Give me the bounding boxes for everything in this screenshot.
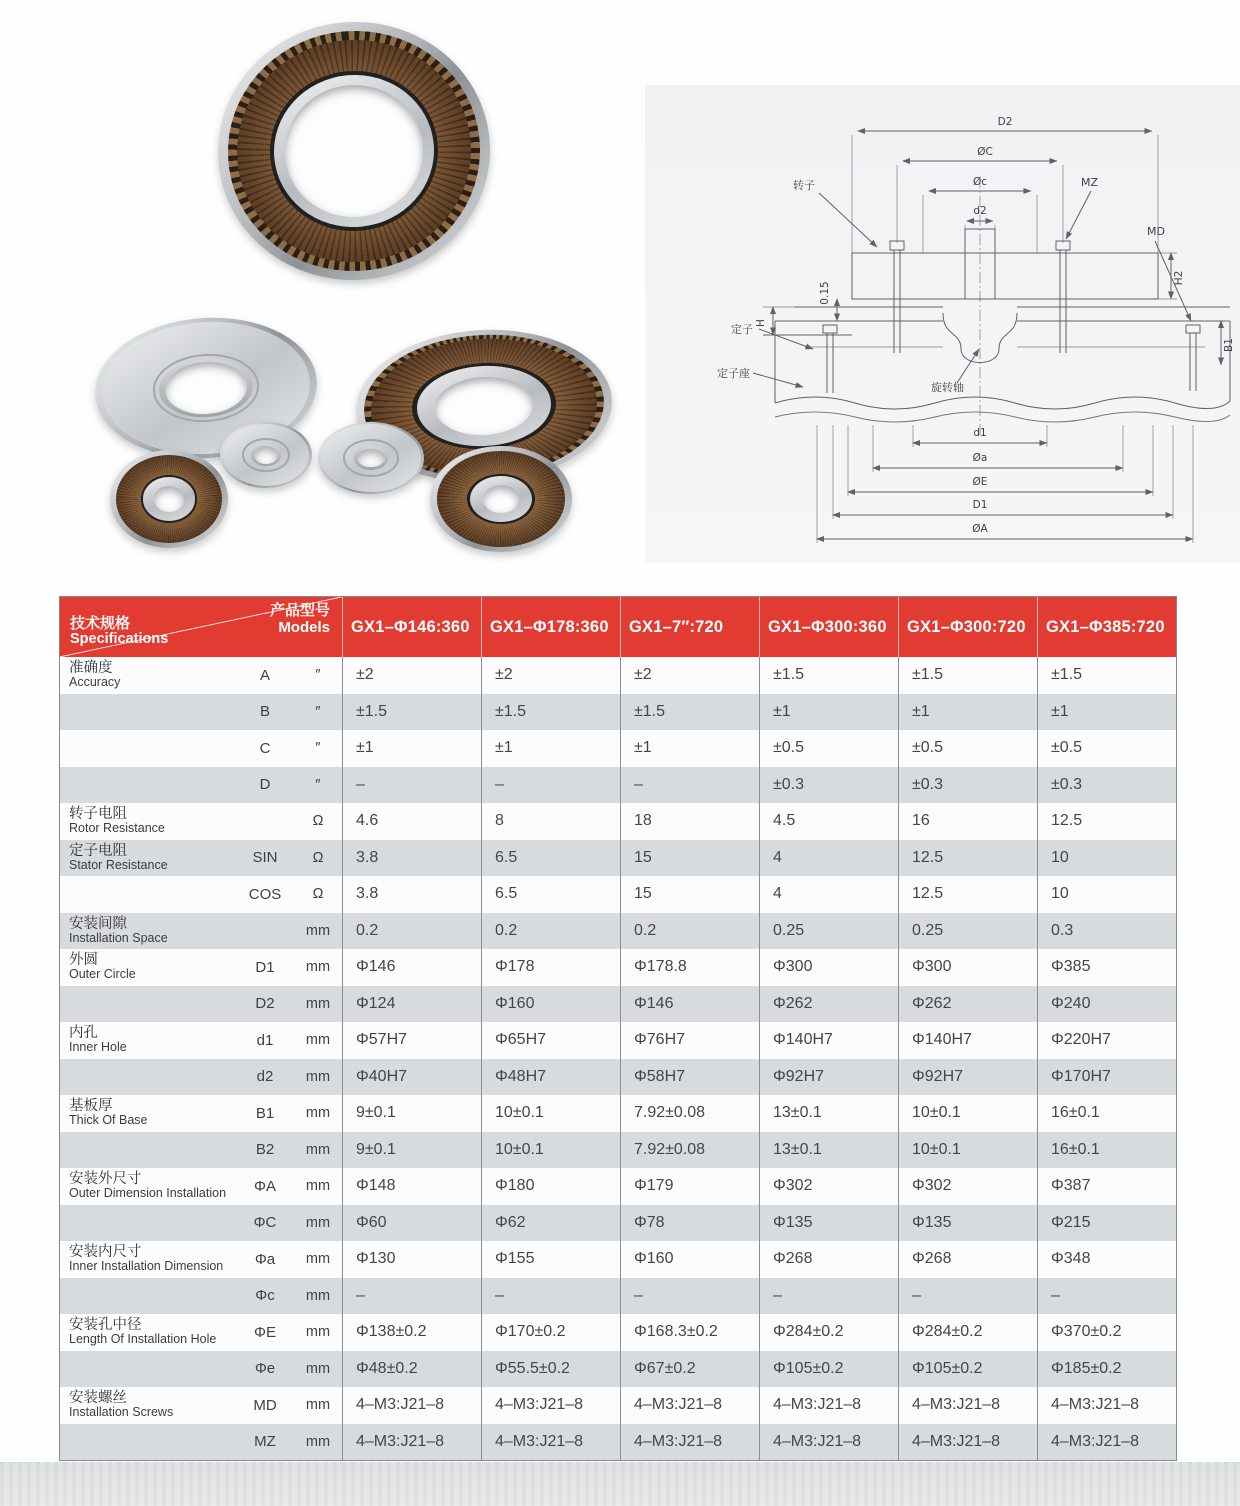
cell-value: 4	[759, 840, 898, 877]
row-group-en: Stator Resistance	[69, 857, 168, 872]
cell-value: 16±0.1	[1037, 1095, 1176, 1132]
row-sub-label: B2	[255, 1141, 275, 1159]
spec-title	[70, 616, 168, 647]
cell-value: 9±0.1	[342, 1132, 481, 1169]
cell-value: ±1	[620, 730, 759, 767]
cell-value: Φ135	[898, 1205, 1037, 1242]
cell-value: ±1.5	[620, 694, 759, 731]
row-sub-label: MZ	[254, 1433, 276, 1451]
row-group-en: Accuracy	[69, 675, 121, 690]
model-header-0: GX1–Φ146:360	[342, 597, 481, 657]
cell-value: Φ65H7	[481, 1022, 620, 1059]
dim-label-d2-small: d2	[973, 205, 987, 217]
row-sub-label: ΦC	[253, 1214, 277, 1232]
table-row-B1	[60, 1095, 1176, 1132]
row-sub-label: C	[259, 739, 271, 757]
row-unit: ″	[315, 703, 321, 720]
row-unit: mm	[305, 1214, 331, 1231]
row-sub-label: ΦA	[254, 1177, 276, 1195]
row-group-en: Length Of Installation Hole	[69, 1332, 217, 1347]
row-group-cn: 内孔	[69, 1025, 98, 1042]
table-row-ΦE	[60, 1314, 1176, 1351]
cell-value: Φ300	[898, 949, 1037, 986]
models-title	[270, 603, 330, 636]
row-group-cn: 定子电阻	[69, 842, 127, 859]
row-sub-label: D2	[255, 995, 275, 1013]
cell-value: 4–M3:J21–8	[759, 1424, 898, 1461]
cell-value: –	[342, 767, 481, 804]
cell-value: 13±0.1	[759, 1132, 898, 1169]
cell-value: 4–M3:J21–8	[620, 1424, 759, 1461]
cell-value: Φ55.5±0.2	[481, 1351, 620, 1388]
spec-table-header	[60, 597, 1176, 657]
cell-value: Φ140H7	[898, 1022, 1037, 1059]
cell-value: Φ268	[759, 1241, 898, 1278]
cell-value: Φ146	[342, 949, 481, 986]
cell-value: ±1	[1037, 694, 1176, 731]
cell-value: Φ180	[481, 1168, 620, 1205]
dim-label-d1-small: d1	[973, 427, 987, 439]
row-group-cn: 外圆	[69, 952, 98, 969]
row-sub-label: D1	[255, 958, 275, 976]
cell-value: 10±0.1	[481, 1132, 620, 1169]
dim-label-Oa-small: Øa	[972, 452, 988, 464]
row-unit: Ω	[312, 849, 324, 866]
cell-value: 4–M3:J21–8	[759, 1387, 898, 1424]
cell-value: 18	[620, 803, 759, 840]
cell-value: Φ92H7	[898, 1059, 1037, 1096]
row-unit: mm	[305, 1397, 331, 1414]
row-group-label	[60, 661, 236, 689]
row-group-cn: 安装间隙	[69, 915, 127, 932]
row-sub-label: D	[259, 776, 271, 794]
cell-value: 9±0.1	[342, 1095, 481, 1132]
spec-table-body	[60, 657, 1176, 1460]
cell-value: 6.5	[481, 840, 620, 877]
cell-value: Φ92H7	[759, 1059, 898, 1096]
table-row-SIN	[60, 840, 1176, 877]
row-sub-label: A	[259, 666, 270, 684]
row-sub-label: d2	[256, 1068, 274, 1086]
table-row-ΦA	[60, 1168, 1176, 1205]
model-header-5: GX1–Φ385:720	[1037, 597, 1176, 657]
dim-label-OA-big: ØA	[972, 523, 988, 535]
label-rotation-axis: 旋转轴	[931, 381, 964, 394]
spec-table	[59, 596, 1177, 1461]
cell-value: –	[342, 1278, 481, 1315]
dim-label-OE: ØE	[972, 476, 988, 488]
table-row-Φc	[60, 1278, 1176, 1315]
cell-value: Φ160	[620, 1241, 759, 1278]
cell-value: 0.2	[620, 913, 759, 950]
models-title-en: Models	[278, 618, 330, 636]
cell-value: 4–M3:J21–8	[342, 1387, 481, 1424]
cell-value: ±1.5	[1037, 657, 1176, 694]
cell-value: 4.5	[759, 803, 898, 840]
cell-value: Φ268	[898, 1241, 1037, 1278]
cell-value: ±2	[481, 657, 620, 694]
cell-value: 0.25	[759, 913, 898, 950]
ring-photo-brown-bottom-left-hole	[154, 486, 185, 512]
row-sub-label: B	[259, 703, 270, 721]
cell-value: Φ300	[759, 949, 898, 986]
row-group-en: Installation Space	[69, 930, 168, 945]
cell-value: 12.5	[898, 876, 1037, 913]
model-header-3: GX1–Φ300:360	[759, 597, 898, 657]
row-sub-label: SIN	[252, 849, 278, 867]
cell-value: Φ185±0.2	[1037, 1351, 1176, 1388]
dimension-diagram-svg	[645, 85, 1240, 563]
cell-value: ±1.5	[759, 657, 898, 694]
cell-value: Φ385	[1037, 949, 1176, 986]
cell-value: Φ57H7	[342, 1022, 481, 1059]
cell-value: Φ178	[481, 949, 620, 986]
cell-value: Φ370±0.2	[1037, 1314, 1176, 1351]
row-sub-label: COS	[248, 885, 282, 903]
table-row-B2	[60, 1132, 1176, 1169]
cell-value: ±1	[342, 730, 481, 767]
row-group-en: Rotor Resistance	[69, 821, 165, 836]
cell-value: ±0.3	[759, 767, 898, 804]
table-row-A	[60, 657, 1176, 694]
cell-value: –	[759, 1278, 898, 1315]
cell-value: 6.5	[481, 876, 620, 913]
cell-value: 12.5	[898, 840, 1037, 877]
page-bottom-scan-strip	[0, 1462, 1240, 1506]
row-unit: mm	[305, 1068, 331, 1085]
dim-label-D2-top: D2	[997, 116, 1013, 128]
cell-value: –	[481, 1278, 620, 1315]
cell-value: ±0.5	[759, 730, 898, 767]
row-group-label	[60, 1172, 236, 1200]
cell-value: 10	[1037, 876, 1176, 913]
cell-value: Φ76H7	[620, 1022, 759, 1059]
cell-value: Φ302	[759, 1168, 898, 1205]
row-group-cn: 准确度	[69, 660, 113, 677]
cell-value: Φ240	[1037, 986, 1176, 1023]
dim-label-OC: ØC	[977, 146, 993, 158]
cell-value: 15	[620, 876, 759, 913]
cell-value: 0.2	[342, 913, 481, 950]
cell-value: –	[620, 1278, 759, 1315]
row-group-en: Installation Screws	[69, 1405, 174, 1420]
cell-value: ±1	[759, 694, 898, 731]
table-row-d1	[60, 1022, 1176, 1059]
row-unit: mm	[305, 1360, 331, 1377]
cell-value: Φ130	[342, 1241, 481, 1278]
row-group-label	[60, 807, 236, 835]
label-stator: 定子	[731, 323, 753, 336]
cell-value: ±1.5	[898, 657, 1037, 694]
cell-value: Φ348	[1037, 1241, 1176, 1278]
cell-value: –	[1037, 1278, 1176, 1315]
cell-value: Φ170±0.2	[481, 1314, 620, 1351]
row-sub-label: Φa	[254, 1250, 276, 1268]
row-group-label	[60, 1026, 236, 1054]
row-group-label	[60, 844, 236, 872]
cell-value: Φ178.8	[620, 949, 759, 986]
table-row-COS	[60, 876, 1176, 913]
cell-value: Φ48H7	[481, 1059, 620, 1096]
cell-value: 7.92±0.08	[620, 1132, 759, 1169]
cell-value: 0.3	[1037, 913, 1176, 950]
row-group-cn: 安装内尺寸	[69, 1244, 142, 1261]
cell-value: ±1.5	[481, 694, 620, 731]
table-row-D	[60, 767, 1176, 804]
cell-value: Φ105±0.2	[759, 1351, 898, 1388]
cell-value: Φ48±0.2	[342, 1351, 481, 1388]
cell-value: Φ170H7	[1037, 1059, 1176, 1096]
cell-value: 4–M3:J21–8	[481, 1424, 620, 1461]
row-group-cn: 安装孔中径	[69, 1317, 142, 1334]
label-rotor: 转子	[793, 179, 815, 192]
row-group-cn: 转子电阻	[69, 806, 127, 823]
row-unit: mm	[305, 1287, 331, 1304]
ring-photo-brown-bottom-right	[430, 446, 572, 552]
cell-value: 3.8	[342, 840, 481, 877]
row-unit: mm	[305, 1105, 331, 1122]
ring-photo-large-top	[207, 11, 500, 292]
row-group-en: Outer Dimension Installation	[69, 1186, 227, 1201]
cell-value: Φ262	[898, 986, 1037, 1023]
row-unit: mm	[305, 1433, 331, 1450]
cell-value: –	[620, 767, 759, 804]
dim-label-H2: H2	[1173, 270, 1185, 286]
cell-value: ±1	[481, 730, 620, 767]
row-unit: mm	[305, 959, 331, 976]
row-group-label	[60, 1245, 236, 1273]
table-row-B	[60, 694, 1176, 731]
row-unit: mm	[305, 1032, 331, 1049]
cell-value: Φ146	[620, 986, 759, 1023]
cell-value: 15	[620, 840, 759, 877]
table-row-Installation Space	[60, 913, 1176, 950]
cell-value: Φ140H7	[759, 1022, 898, 1059]
row-sub-label: d1	[256, 1031, 274, 1049]
dim-label-H: H	[755, 319, 767, 327]
cell-value: 10±0.1	[898, 1132, 1037, 1169]
row-group-label	[60, 1391, 236, 1419]
cell-value: Φ160	[481, 986, 620, 1023]
row-sub-label: Φe	[254, 1360, 276, 1378]
cell-value: 0.2	[481, 913, 620, 950]
cell-value: 16	[898, 803, 1037, 840]
dim-label-B1: B1	[1223, 338, 1235, 352]
cell-value: ±0.5	[1037, 730, 1176, 767]
cell-value: ±2	[342, 657, 481, 694]
cell-value: 4.6	[342, 803, 481, 840]
cell-value: Φ262	[759, 986, 898, 1023]
cell-value: ±1.5	[342, 694, 481, 731]
row-unit: mm	[305, 1324, 331, 1341]
cell-value: –	[898, 1278, 1037, 1315]
ring-photo-brown-bottom-right-hole	[483, 485, 520, 513]
table-row-Φa	[60, 1241, 1176, 1278]
table-row-C	[60, 730, 1176, 767]
spec-title-cn: 技术规格	[70, 615, 131, 632]
cell-value: Φ62	[481, 1205, 620, 1242]
cell-value: Φ105±0.2	[898, 1351, 1037, 1388]
cell-value: 4–M3:J21–8	[620, 1387, 759, 1424]
row-group-en: Outer Circle	[69, 967, 136, 982]
ring-photo-brown-bottom-left	[110, 450, 228, 548]
ring-photo-silver-small-1	[220, 422, 312, 488]
row-group-cn: 安装外尺寸	[69, 1171, 142, 1188]
ring-photo-silver-small-1-hole	[254, 446, 278, 463]
row-unit: mm	[305, 995, 331, 1012]
cell-value: 12.5	[1037, 803, 1176, 840]
cell-value: 7.92±0.08	[620, 1095, 759, 1132]
row-sub-label: MD	[253, 1396, 277, 1414]
cell-value: 8	[481, 803, 620, 840]
cell-value: 16±0.1	[1037, 1132, 1176, 1169]
cell-value: Φ78	[620, 1205, 759, 1242]
cell-value: ±2	[620, 657, 759, 694]
cell-value: Φ215	[1037, 1205, 1176, 1242]
cell-value: Φ155	[481, 1241, 620, 1278]
table-row-MZ	[60, 1424, 1176, 1461]
table-row-D2	[60, 986, 1176, 1023]
models-title-cn: 产品型号	[269, 602, 330, 619]
cell-value: 10±0.1	[898, 1095, 1037, 1132]
row-unit: Ω	[312, 813, 324, 830]
cell-value: 3.8	[342, 876, 481, 913]
cell-value: Φ387	[1037, 1168, 1176, 1205]
cell-value: 4–M3:J21–8	[898, 1424, 1037, 1461]
row-unit: ″	[315, 776, 321, 793]
model-header-2: GX1–7″:720	[620, 597, 759, 657]
row-unit: mm	[305, 922, 331, 939]
cell-value: 10	[1037, 840, 1176, 877]
dim-label-Oc: Øc	[972, 176, 988, 188]
cell-value: 4	[759, 876, 898, 913]
cell-value: Φ124	[342, 986, 481, 1023]
ring-photo-silver-small-2	[318, 422, 424, 494]
cell-value: Φ138±0.2	[342, 1314, 481, 1351]
cell-value: ±0.3	[898, 767, 1037, 804]
cell-value: Φ179	[620, 1168, 759, 1205]
cell-value: Φ148	[342, 1168, 481, 1205]
spec-title-en: Specifications	[70, 630, 169, 647]
cell-value: Φ302	[898, 1168, 1037, 1205]
table-row-D1	[60, 949, 1176, 986]
cell-value: 0.25	[898, 913, 1037, 950]
cell-value: Φ58H7	[620, 1059, 759, 1096]
table-row-ΦC	[60, 1205, 1176, 1242]
row-unit: Ω	[312, 886, 324, 903]
row-unit: mm	[305, 1178, 331, 1195]
cell-value: ±0.3	[1037, 767, 1176, 804]
dim-label-D1-big: D1	[972, 499, 988, 511]
cell-value: ±1	[898, 694, 1037, 731]
row-unit: mm	[305, 1251, 331, 1268]
cell-value: Φ135	[759, 1205, 898, 1242]
cell-value: 4–M3:J21–8	[342, 1424, 481, 1461]
cell-value: Φ67±0.2	[620, 1351, 759, 1388]
row-sub-label: B1	[255, 1104, 275, 1122]
cell-value: 13±0.1	[759, 1095, 898, 1132]
model-header-1: GX1–Φ178:360	[481, 597, 620, 657]
cell-value: 10±0.1	[481, 1095, 620, 1132]
cell-value: Φ220H7	[1037, 1022, 1176, 1059]
dimension-diagram	[645, 85, 1240, 563]
row-group-label	[60, 953, 236, 981]
label-MD: MD	[1147, 225, 1165, 238]
cell-value: 4–M3:J21–8	[898, 1387, 1037, 1424]
row-group-label	[60, 1099, 236, 1127]
spec-models-corner-cell	[60, 597, 342, 657]
cell-value: Φ168.3±0.2	[620, 1314, 759, 1351]
row-group-en: Thick Of Base	[69, 1113, 148, 1128]
cell-value: Φ40H7	[342, 1059, 481, 1096]
table-row-Φe	[60, 1351, 1176, 1388]
cell-value: Φ60	[342, 1205, 481, 1242]
label-MZ: MZ	[1081, 176, 1099, 189]
cell-value: ±0.5	[898, 730, 1037, 767]
row-sub-label: Φc	[255, 1287, 275, 1305]
cell-value: Φ284±0.2	[898, 1314, 1037, 1351]
cell-value: –	[481, 767, 620, 804]
product-photo-area	[0, 0, 645, 575]
row-group-en: Inner Hole	[69, 1040, 127, 1055]
cell-value: 4–M3:J21–8	[481, 1387, 620, 1424]
row-unit: ″	[315, 740, 321, 757]
table-row-d2	[60, 1059, 1176, 1096]
row-group-en: Inner Installation Dimension	[69, 1259, 224, 1274]
row-group-label	[60, 1318, 236, 1346]
cell-value: 4–M3:J21–8	[1037, 1387, 1176, 1424]
row-group-cn: 基板厚	[69, 1098, 113, 1115]
table-row-MD	[60, 1387, 1176, 1424]
row-unit: mm	[305, 1141, 331, 1158]
table-row-Rotor Resistance	[60, 803, 1176, 840]
model-header-4: GX1–Φ300:720	[898, 597, 1037, 657]
cell-value: 4–M3:J21–8	[1037, 1424, 1176, 1461]
label-stator-base: 定子座	[717, 367, 750, 380]
row-sub-label: ΦE	[254, 1323, 276, 1341]
row-unit: ″	[315, 667, 321, 684]
row-group-cn: 安装螺丝	[69, 1390, 127, 1407]
dim-label-gap: 0.15	[819, 281, 831, 305]
cell-value: Φ284±0.2	[759, 1314, 898, 1351]
row-group-label	[60, 917, 236, 945]
ring-photo-silver-small-2-hole	[357, 449, 385, 468]
